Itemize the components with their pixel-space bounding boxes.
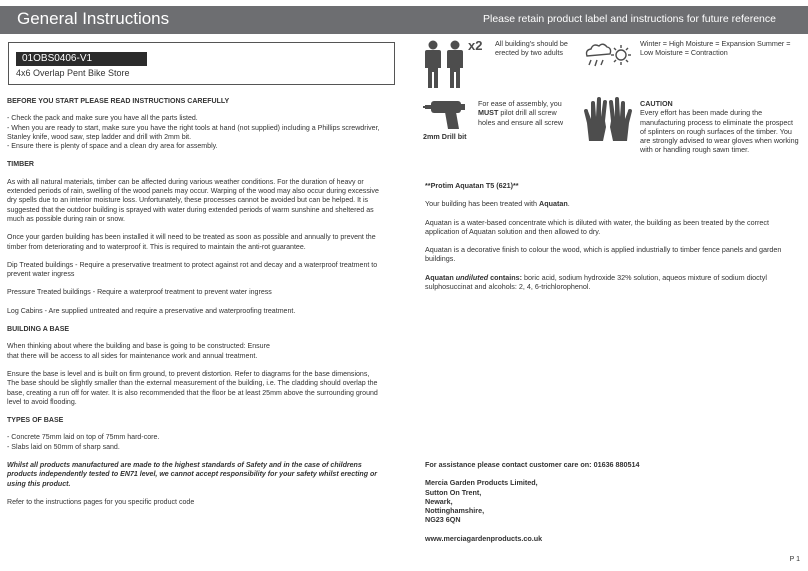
caution-heading: CAUTION bbox=[640, 99, 673, 108]
people-multiplier: x2 bbox=[468, 38, 483, 53]
aquatan-treated: Your building has been treated with Aquatan. bbox=[425, 199, 570, 209]
aquatan-heading: **Protim Aquatan T5 (621)** bbox=[425, 181, 519, 190]
base-heading: BUILDING A BASE bbox=[7, 326, 70, 334]
types-line: - Concrete 75mm laid on top of 75mm hard-core. bbox=[7, 434, 160, 442]
page-title: General Instructions bbox=[17, 9, 170, 28]
aquatan-paragraph: Aquatan is a water-based concentrate which is diluted with water, the building as been treated by the correct application of Aquatan solution and then allowed to dry. bbox=[425, 217, 770, 236]
product-box bbox=[8, 42, 395, 85]
aquatan-block bbox=[425, 181, 795, 291]
timber-paragraph: Log Cabins - Are supplied untreated and require a preservative and waterproofing treatment. bbox=[7, 307, 296, 315]
before-line: - Ensure there is plenty of space and a clean dry area for assembly. bbox=[7, 143, 218, 151]
care-line: For assistance please contact customer care on: 01636 880514 bbox=[425, 460, 640, 469]
product-name: 4x6 Overlap Pent Bike Store bbox=[16, 68, 130, 78]
header-bar bbox=[0, 6, 808, 34]
address-line: Nottinghamshire, bbox=[425, 506, 485, 516]
page-number: P 1 bbox=[789, 556, 800, 563]
disclaimer: Whilst all products manufactured are made to the highest standards of Safety and in the case of childrens products independently tested to EN71 level, we cannot accept responsibility for your safety whilst erecting or using this product. bbox=[7, 462, 378, 488]
timber-paragraph: Pressure Treated buildings - Require a waterproof treatment to prevent water ingress bbox=[7, 289, 272, 297]
caution-text: Every effort has been made during the manufacturing process to eliminate the prospect of splinters on rough surfaces of the timber. You are strongly advised to wear gloves when working with or handling rough sawn timer. bbox=[640, 108, 799, 155]
drill-caption: 2mm Drill bit bbox=[423, 132, 467, 141]
refer-note: Refer to the instructions pages for you specific product code bbox=[7, 498, 195, 506]
left-column bbox=[7, 97, 382, 507]
address-line: Sutton On Trent, bbox=[425, 487, 482, 497]
caution-block bbox=[640, 99, 800, 155]
timber-paragraph: Once your garden building has been installed it will need to be treated as soon as possible and annually to prevent the timber from deteriorating and to waterproof it. This is required to maintain the anti-rot guarantee. bbox=[7, 234, 376, 251]
drill-text: For ease of assembly, you MUST pilot drill all screw holes and ensure all screw bbox=[478, 99, 564, 127]
timber-heading: TIMBER bbox=[7, 161, 35, 169]
base-paragraph: When thinking about where the building and base is going to be constructed: Ensure that there will be access to all sides for maintenance work and annual treatment. bbox=[7, 343, 270, 360]
base-paragraph: Ensure the base is level and is built on firm ground, to prevent distortion. Refer to diagrams for the base dimensions, The base should be slightly smaller than the external measurement of the building, i.e. The cladding should overlap the base, creating a run off for water. It is also recommended that the floor be at least 25mm above the surrounding ground level to avoid flooding. bbox=[7, 370, 378, 406]
gloves-icon bbox=[583, 97, 633, 142]
website-link[interactable]: www.merciagardenproducts.co.uk bbox=[425, 533, 543, 543]
weather-text: Winter = High Moisture = Expansion Summer = Low Moisture = Contraction bbox=[640, 39, 791, 58]
weather-icon bbox=[583, 40, 633, 70]
aquatan-contains: Aquatan undiluted contains: boric acid, sodium hydroxide 32% solution, aqueos mixture of sodium dioctyl sulphosuccinat and alcohols: 2, 4, 6-trichlorophenol. bbox=[425, 272, 767, 292]
before-heading: BEFORE YOU START PLEASE READ INSTRUCTIONS CAREFULLY bbox=[7, 98, 230, 105]
aquatan-paragraph: Aquatan is a decorative finish to colour the wood, which is applied industrially to timber fence panels and garden buildings. bbox=[425, 245, 782, 264]
two-people-icon bbox=[422, 40, 470, 90]
header-note: Please retain product label and instructions for future reference bbox=[482, 13, 776, 25]
timber-paragraph: Dip Treated buildings - Require a preservative treatment to protect against rot and decay and a waterproof treatment to prevent water ingress bbox=[7, 261, 378, 279]
timber-paragraph: As with all natural materials, timber can be affected during various weather conditions. For the duration of heavy or extended periods of rain, swelling of the wood panels may occur. Warping of the wood may also occur during excessive dry spells due to an interior moisture loss. Unfortunately, these processes cannot be avoided but can be helped. It is suggested that the outdoor building is sprayed with water during extended periods of warm sunshine and sheltered as much as possible during rain or snow. bbox=[7, 178, 379, 223]
people-text: All building's should be erected by two adults bbox=[495, 39, 568, 58]
before-line: - When you are ready to start, make sure you have the right tools at hand (not supplied) including a Phillips screwdriver, Stanley knife, wood saw, step ladder and drill with 2mm bit. bbox=[7, 124, 380, 141]
address-line: NG23 6QN bbox=[425, 515, 461, 525]
types-line: - Slabs laid on 50mm of sharp sand. bbox=[7, 443, 120, 451]
drill-icon bbox=[423, 97, 469, 131]
address-line: Newark, bbox=[425, 496, 453, 506]
product-code: 01OBS0406-V1 bbox=[16, 52, 147, 66]
types-heading: TYPES OF BASE bbox=[7, 417, 64, 425]
address-line: Mercia Garden Products Limited, bbox=[425, 478, 538, 488]
contact-block bbox=[425, 460, 795, 543]
before-line: - Check the pack and make sure you have all the parts listed. bbox=[7, 115, 198, 123]
